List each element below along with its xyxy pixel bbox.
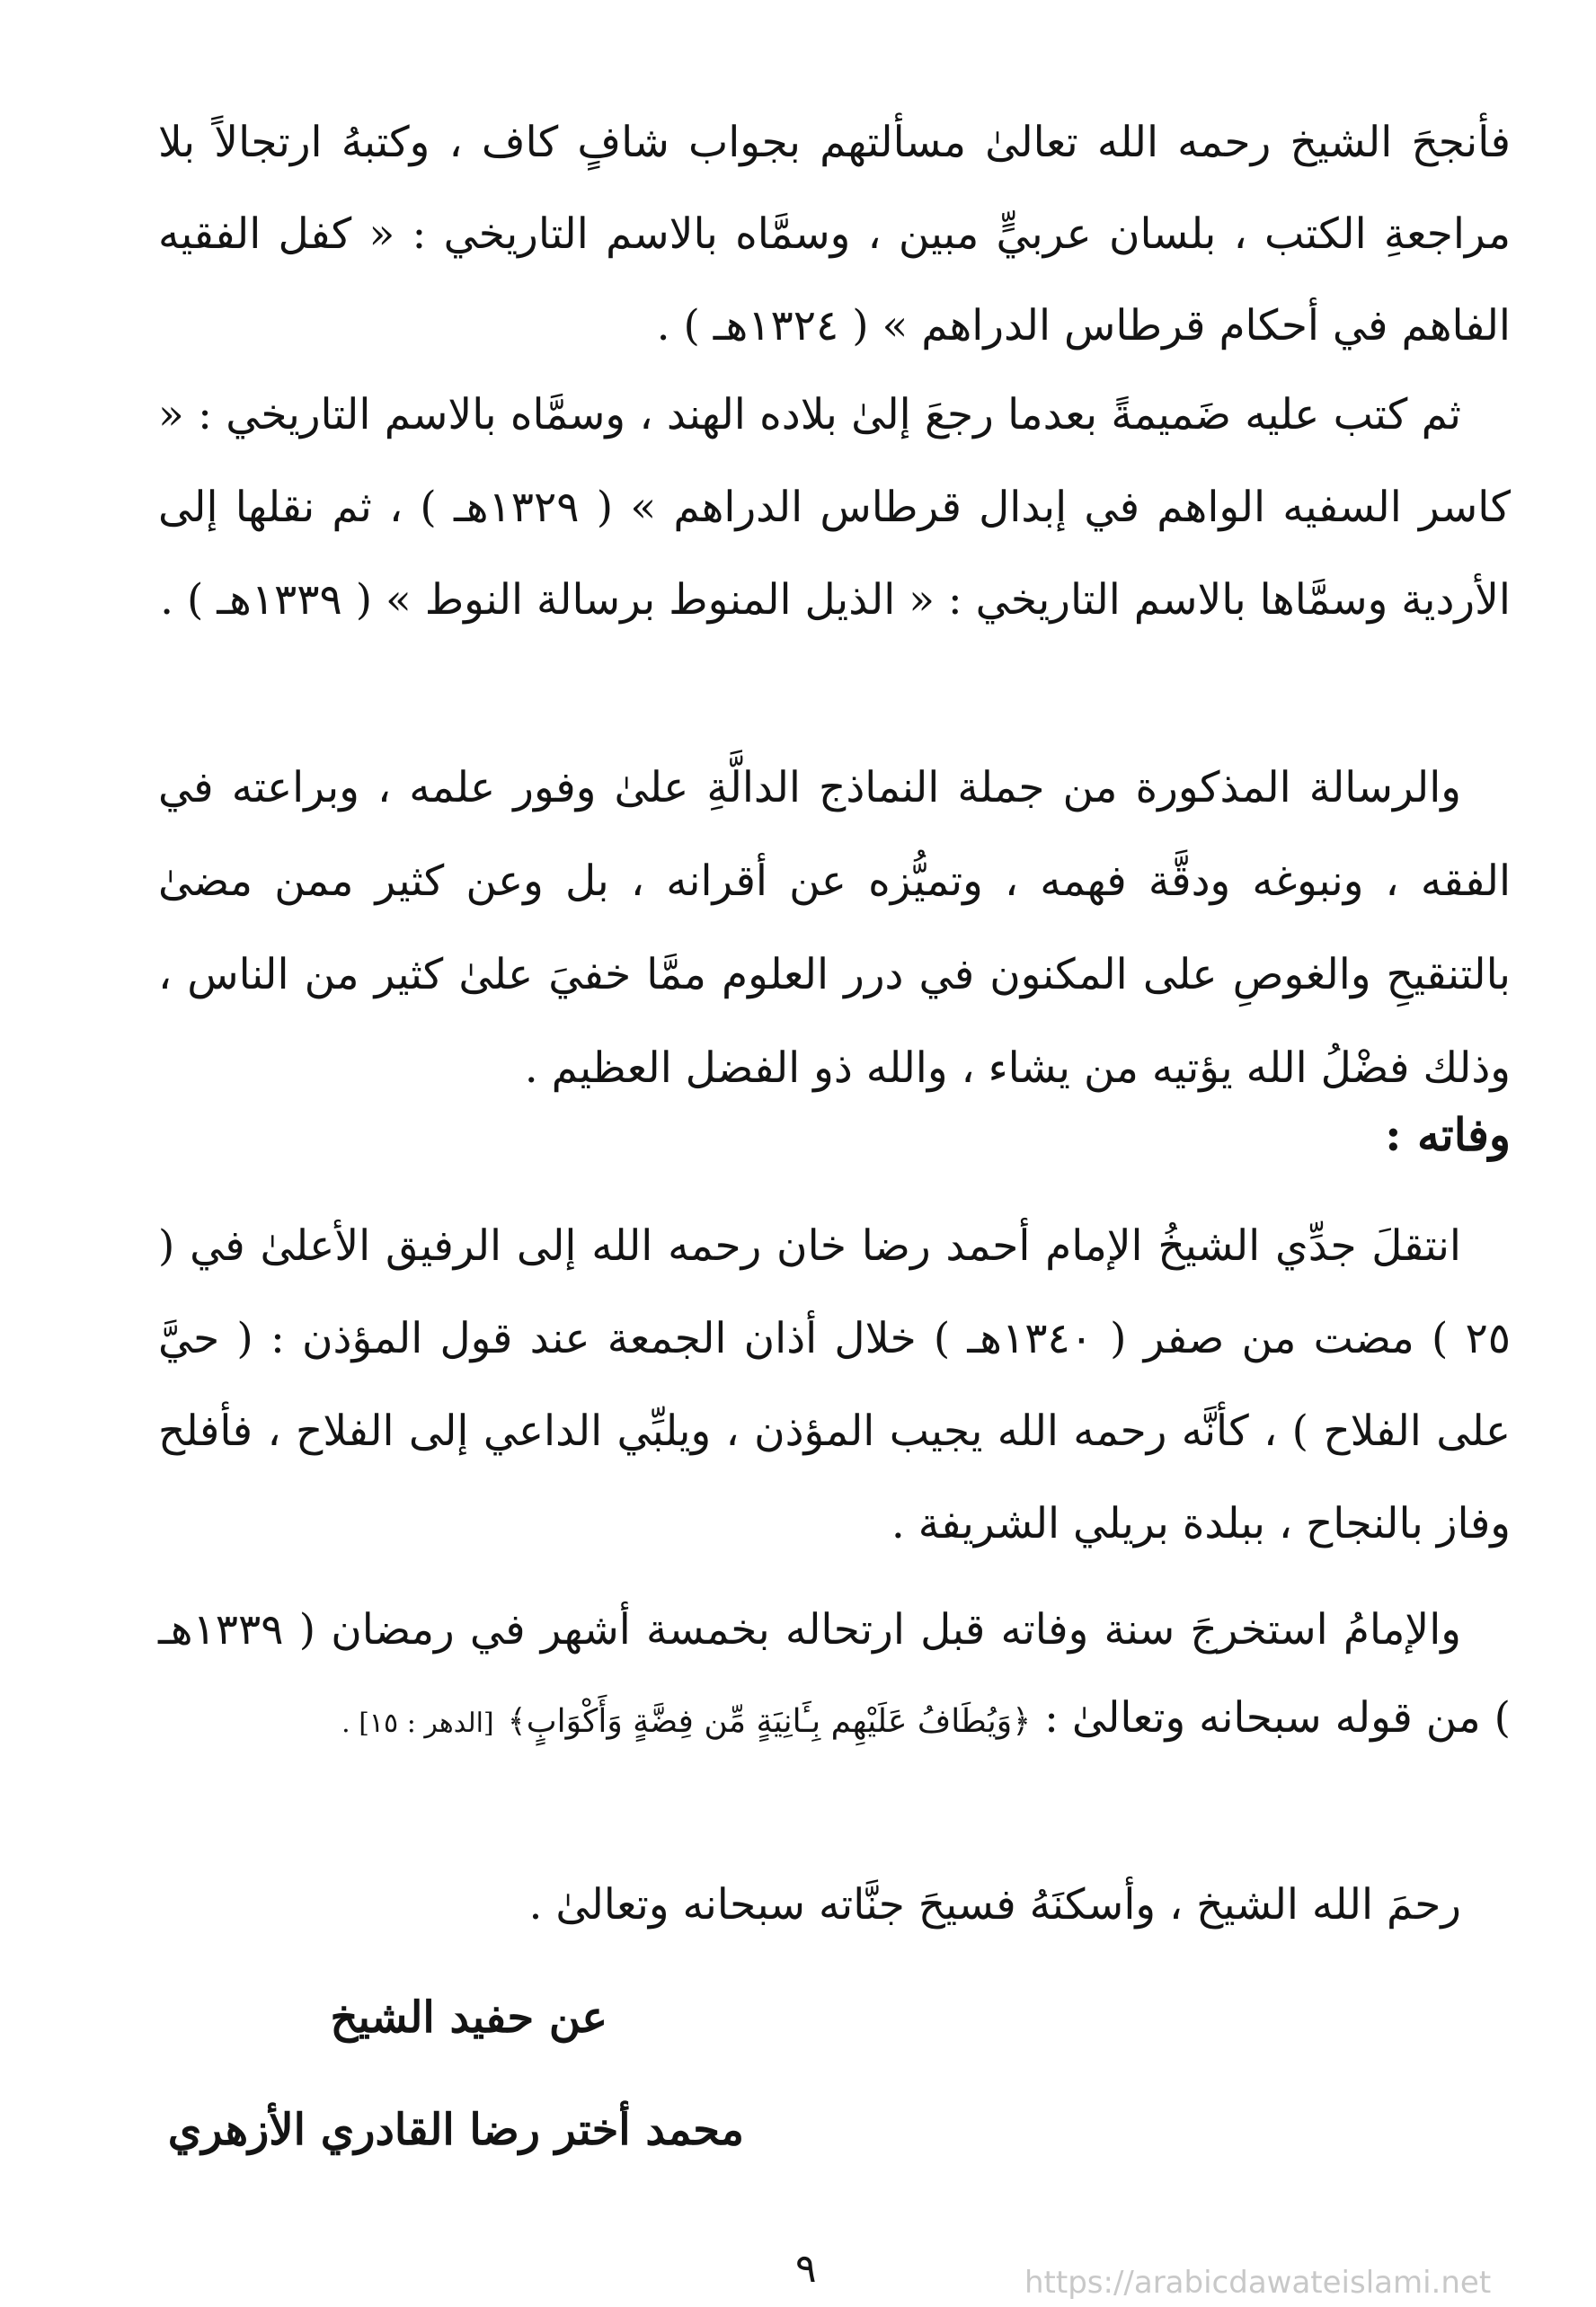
verse-citation: [الدهر : ١٥] . [341,1708,494,1739]
death-year-text: والإمامُ استخرجَ سنة وفاته قبل ارتحاله بخمسة أشهر في رمضان ( ١٣٣٩هـ ) من قوله سبحانه وتعالىٰ : [158,1605,1511,1743]
section-heading-death: وفاته : [1385,1108,1511,1161]
watermark-url: https://arabicdawateislami.net [1024,2265,1492,2301]
paragraph-death-year [158,1586,1511,1768]
signature-line-2: محمد أختر رضا القادري الأزهري [167,2105,744,2155]
paragraph-appendix-treatise: ثم كتب عليه ضَميمةً بعدما رجعَ إلىٰ بلاده الهند ، وسمَّاه بالاسم التاريخي : « كاسر السفيه الواهم في إبدال قرطاس الدراهم » ( ١٣٢٩هـ ) ، ثم نقلها إلى الأردية وسمَّاها بالاسم التاريخي : « الذيل المنوط برسالة النوط » ( ١٣٣٩هـ ) . [158,390,1511,625]
quran-verse: ﴿وَيُطَافُ عَلَيْهِم بِـَٔانِيَةٍ مِّن فِضَّةٍ وَأَكْوَابٍ﴾ [507,1703,1032,1740]
paragraph-closing-prayer: رحمَ الله الشيخ ، وأسكنَهُ فسيحَ جنَّاته سبحانه وتعالىٰ . [528,1880,1461,1930]
paragraph-fatwa-response: فأنجحَ الشيخ رحمه الله تعالىٰ مسألتهم بجواب شافٍ كاف ، وكتبهُ ارتجالاً بلا مراجعةِ الكتب ، بلسان عربيٍّ مبين ، وسمَّاه بالاسم التاريخي : « كفل الفقيه الفاهم في أحكام قرطاس الدراهم » ( ١٣٢٤هـ ) . [158,118,1511,350]
paragraph-death-account: انتقلَ جدِّي الشيخُ الإمام أحمد رضا خان رحمه الله إلى الرفيق الأعلىٰ في ( ٢٥ ) مضت من صفر ( ١٣٤٠هـ ) خلال أذان الجمعة عند قول المؤذن : ( حيَّ على الفلاح ) ، كأنَّه رحمه الله يجيب المؤذن ، ويلبِّي الداعي إلى الفلاح ، فأفلح وفاز بالنجاح ، ببلدة بريلي الشريفة . [158,1221,1512,1548]
signature-line-1: عن حفيد الشيخ [330,1992,607,2043]
page-number: ٩ [795,2246,817,2292]
paragraph-treatise-significance: والرسالة المذكورة من جملة النماذج الدالَّةِ علىٰ وفور علمه ، وبراعته في الفقه ، ونبوغه ودقَّة فهمه ، وتميُّزه عن أقرانه ، بل وعن كثير ممن مضىٰ بالتنقيحِ والغوصِ على المكنون في درر العلوم ممَّا خفيَ علىٰ كثير من الناس ، وذلك فضْلُ الله يؤتيه من يشاء ، والله ذو الفضل العظيم . [158,763,1511,1093]
